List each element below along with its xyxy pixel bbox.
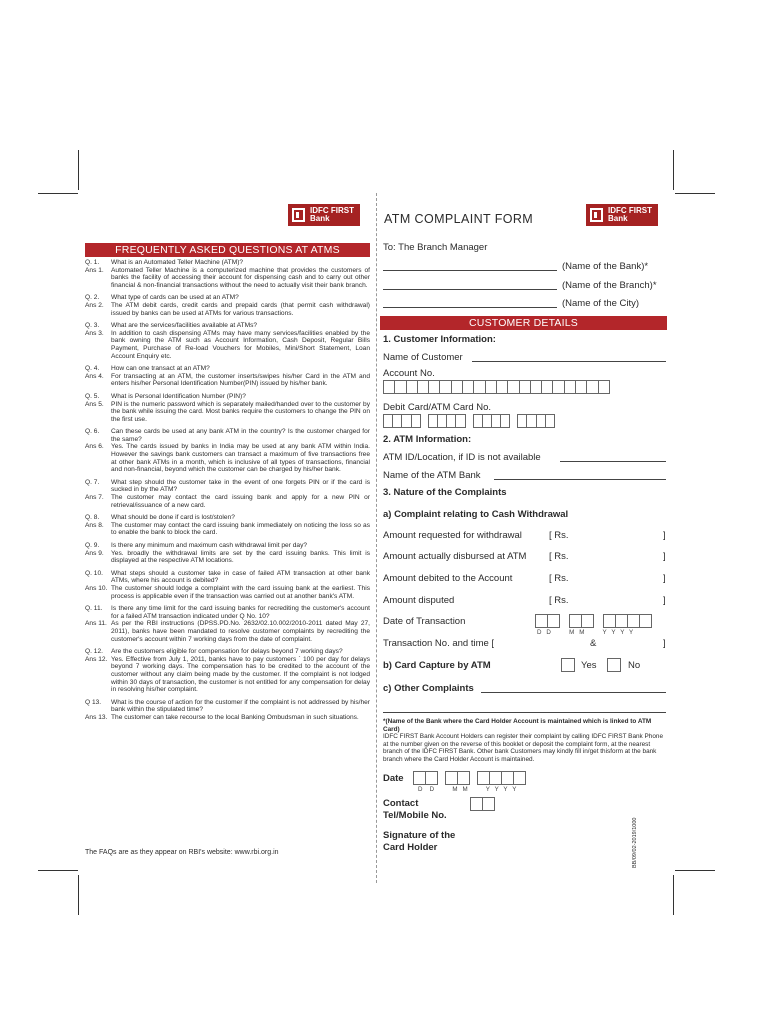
faq-answer-text: In addition to cash dispensing ATMs may have many services/facilities enabled by the bank owning the ATM such as Account Information, Cash Deposit, Regular Bills Payment, Purchase of Re-load Vouchers for Mobiles, Mini/Short Statement, Loan Account Enquiry etc. <box>111 329 370 360</box>
faq-question <box>85 542 370 550</box>
faq-question-number: Q 13. <box>85 698 102 706</box>
faq-header: FREQUENTLY ASKED QUESTIONS AT ATMS <box>85 243 370 257</box>
digit-box[interactable] <box>513 771 526 785</box>
section-card-capture: b) Card Capture by ATM <box>383 660 491 671</box>
faq-answer-number: Ans 4. <box>85 372 104 380</box>
faq-answer-number: Ans 2. <box>85 301 104 309</box>
rs-open: [ Rs. <box>549 573 569 584</box>
rs-close: ] <box>663 551 666 562</box>
faq-answer-number: Ans 10. <box>85 584 108 592</box>
bank-name-label: (Name of the Bank)* <box>562 261 649 272</box>
account-no-boxes[interactable] <box>383 380 609 394</box>
faq-question-text: How can one transact at an ATM? <box>111 365 210 373</box>
faq-answer <box>85 443 370 473</box>
faq-question-number: Q. 4. <box>85 365 100 373</box>
faq-answer-number: Ans 7. <box>85 494 104 502</box>
atm-bank-field[interactable] <box>494 479 666 480</box>
faq-question-text: What steps should a customer take in case of failed ATM transaction at other bank ATMs, where his account is debited? <box>111 569 370 585</box>
atm-id-field[interactable] <box>560 461 666 462</box>
faq-answer <box>85 494 370 509</box>
atm-id-label: ATM ID/Location, if ID is not available <box>383 452 541 463</box>
crop-mark <box>675 870 715 871</box>
faq-answer-text: The customer may contact the card issuing bank and apply for a new PIN or retrieval/issuance of a new card. <box>111 494 370 509</box>
faq-question <box>85 393 370 401</box>
digit-box[interactable] <box>545 414 555 428</box>
rs-close: ] <box>663 595 666 606</box>
faq-answer <box>85 550 370 565</box>
brand-line2: Bank <box>608 214 628 223</box>
branch-name-label: (Name of the Branch)* <box>562 280 657 291</box>
faq-answer-text: As per the RBI instructions (DPSS.PD.No. 2632/02.10.002/2010-2011 dated May 27, 2011), banks have been mandated to resolve customer complaints by recrediting the customer's account within 7 working days from the date of complaint. <box>111 620 370 643</box>
transaction-date-label: Date of Transaction <box>383 616 466 627</box>
customer-name-field[interactable] <box>472 361 666 362</box>
faq-answer <box>85 401 370 424</box>
faq-answer-number: Ans 1. <box>85 266 104 274</box>
faq-answer-text: Automated Teller Machine is a computerized machine that provides the customers of banks the facility of accessing their account for dispensing cash and to carry out other financial & non-financial transactions without the need to actually visit their bank branch. <box>111 266 370 289</box>
faq-question-number: Q. 9. <box>85 542 100 549</box>
faq-answer <box>85 585 370 600</box>
date-format-hint: D D M M Y Y Y Y <box>537 629 634 636</box>
amount-requested-label: Amount requested for withdrawal <box>383 530 522 541</box>
faq-item <box>85 648 370 694</box>
rs-open: [ Rs. <box>549 551 569 562</box>
faq-answer-text: Yes. broadly the withdrawal limits are set by the card issuing banks. This limit is displayed at the respective ATM locations. <box>111 549 370 565</box>
faq-item <box>85 322 370 360</box>
digit-box[interactable] <box>581 614 594 628</box>
faq-answer <box>85 522 370 537</box>
faq-answer-number: Ans 13. <box>85 713 108 721</box>
faq-answer-text: The customer should lodge a complaint with the card issuing bank at the earliest. This process is applicable even if the transaction was carried out at another bank's ATM. <box>111 584 370 600</box>
faq-question-text: What is Personal Identification Number (PIN)? <box>111 392 246 400</box>
faq-footer: The FAQs are as they appear on RBI's website: www.rbi.org.in <box>85 849 279 856</box>
crop-mark <box>673 875 674 915</box>
date-boxes[interactable] <box>413 771 525 785</box>
atm-bank-label: Name of the ATM Bank <box>383 470 481 481</box>
faq-question-text: What should be done if card is lost/stolen? <box>111 514 235 522</box>
faq-answer <box>85 330 370 360</box>
faq-answer-text: PIN is the numeric password which is separately mailed/handed over to the customer by the bank while issuing the card. Most banks require the customers to change the PIN on the first use. <box>111 400 370 423</box>
faq-question <box>85 479 370 494</box>
faq-answer-number: Ans 3. <box>85 329 104 337</box>
faq-question <box>85 699 370 714</box>
faq-item <box>85 365 370 388</box>
digit-box[interactable] <box>425 771 438 785</box>
faq-item <box>85 428 370 474</box>
signature-label: Signature of the Card Holder <box>383 830 456 853</box>
faq-question-number: Q. 1. <box>85 259 100 266</box>
section-customer-info: 1. Customer Information: <box>383 334 496 345</box>
fold-line <box>376 193 377 883</box>
faq-answer <box>85 302 370 317</box>
faq-question-text: What type of cards can be used at an ATM? <box>111 294 239 302</box>
faq-item <box>85 542 370 565</box>
form-code: BB/09/02-2019/1000 <box>632 817 638 868</box>
form-title: ATM COMPLAINT FORM <box>384 212 534 226</box>
card-no-label: Debit Card/ATM Card No. <box>383 402 492 413</box>
bank-footnote-bold: *(Name of the Bank where the Card Holder Account is maintained which is linked to ATM Card) <box>383 718 652 733</box>
faq-answer-number: Ans 12. <box>85 655 108 663</box>
account-no-label: Account No. <box>383 368 435 379</box>
faq-item <box>85 699 370 722</box>
digit-box[interactable] <box>455 414 465 428</box>
digit-box[interactable] <box>547 614 560 628</box>
addressee: To: The Branch Manager <box>383 242 488 253</box>
crop-mark <box>38 193 78 194</box>
faq-question <box>85 322 370 330</box>
faq-question-text: What step should the customer take in the event of one forgets PIN or if the card is sucked in by the ATM? <box>111 478 370 494</box>
faq-question-number: Q. 2. <box>85 294 100 302</box>
faq-question-number: Q. 6. <box>85 428 100 436</box>
rs-close: ] <box>663 530 666 541</box>
amount-disputed-label: Amount disputed <box>383 595 455 606</box>
faq-question-text: Is there any time limit for the card issuing banks for recrediting the customer's account for a failed ATM transaction indicated under Q No. 10? <box>111 605 370 620</box>
faq-answer-text: The customer can take recourse to the local Banking Ombudsman in such situations. <box>111 713 359 721</box>
city-name-label: (Name of the City) <box>562 298 640 309</box>
faq-question-text: Are the customers eligible for compensation for delays beyond 7 working days? <box>111 648 343 656</box>
crop-mark <box>38 870 78 871</box>
yes-checkbox[interactable] <box>561 658 575 672</box>
customer-name-label: Name of Customer <box>383 352 463 363</box>
digit-box[interactable] <box>457 771 470 785</box>
contact-label: Contact Tel/Mobile No. <box>383 798 447 821</box>
amount-debited-label: Amount debited to the Account <box>383 573 513 584</box>
section-nature: 3. Nature of the Complaints <box>383 487 507 498</box>
section-cash-withdrawal: a) Complaint relating to Cash Withdrawal <box>383 509 569 520</box>
faq-answer-number: Ans 9. <box>85 549 104 557</box>
faq-question-number: Q. 11. <box>85 605 103 613</box>
faq-answer-text: The ATM debit cards, credit cards and prepaid cards (that permit cash withdrawal) issued by banks can be used at ATMs for various transactions. <box>111 301 370 317</box>
faq-question-text: Can these cards be used at any bank ATM in the country? Is the customer charged for the same? <box>111 428 370 443</box>
customer-details-header: CUSTOMER DETAILS <box>380 316 667 330</box>
crop-mark <box>675 193 715 194</box>
brand-line1: IDFC FIRST <box>310 206 354 215</box>
faq-question <box>85 428 370 443</box>
brand-line1: IDFC FIRST <box>608 206 652 215</box>
faq-answer-text: Yes. The cards issued by banks in India may be used at any bank ATM within India. However the savings bank customers can transact a maximum of five transactions free at other bank ATMs in a month, which is inclusive of all types of transactions, financial and non-financial, beyond which the customer can be charged by his/her bank. <box>111 443 370 474</box>
faq-question <box>85 259 370 267</box>
digit-box[interactable] <box>482 797 495 811</box>
faq-answer <box>85 714 370 722</box>
rs-open: [ Rs. <box>549 530 569 541</box>
faq-question <box>85 648 370 656</box>
bank-footnote <box>383 718 667 764</box>
contact-boxes[interactable] <box>470 797 494 811</box>
faq-item <box>85 294 370 317</box>
digit-box[interactable] <box>598 380 610 394</box>
bank-footnote-text: IDFC FIRST Bank Account Holders can register their complaint by calling IDFC FIRST Bank Phone at the number given on the reverse of this booklet or deposit the complaint form, at the nearest branch of the IDFC FIRST Bank. Other bank Customers may kindly fill in/get thisform at the bank branch where the Card Holder Account is maintained. <box>383 733 663 763</box>
faq-answer-number: Ans 11. <box>85 620 107 628</box>
digit-box[interactable] <box>639 614 652 628</box>
faq-item <box>85 514 370 537</box>
crop-mark <box>78 150 79 190</box>
no-checkbox[interactable] <box>607 658 621 672</box>
transaction-no-label: Transaction No. and time [ <box>383 638 495 649</box>
other-complaints-field[interactable] <box>481 692 666 693</box>
brand-mark-icon <box>590 208 603 222</box>
faq-question-number: Q. 3. <box>85 322 100 330</box>
faq-question-number: Q. 10. <box>85 569 103 577</box>
bracket-close: ] <box>663 638 666 649</box>
date-hint: D D M M Y Y Y Y <box>418 786 517 793</box>
faq-item <box>85 570 370 600</box>
faq-answer <box>85 373 370 388</box>
ampersand: & <box>590 638 597 649</box>
faq-answer-number: Ans 8. <box>85 521 104 529</box>
other-complaints-field-2[interactable] <box>383 712 666 713</box>
faq-question <box>85 294 370 302</box>
faq-question-number: Q. 7. <box>85 478 100 486</box>
yes-label: Yes <box>581 660 597 671</box>
brand-logo <box>288 204 360 226</box>
faq-question-text: Is there any minimum and maximum cash withdrawal limit per day? <box>111 542 308 549</box>
transaction-date-boxes[interactable] <box>535 614 651 628</box>
rs-open: [ Rs. <box>549 595 569 606</box>
faq-answer-text: Yes. Effective from July 1, 2011, banks have to pay customers ` 100 per day for delays beyond 7 working days. The compensation has to be credited to the account of the customer without any claim being made by the customer. If the complaint is not lodged within 30 days of transaction, the customer is not entitled for any compensation for delay in resolving his/her complaint. <box>111 655 370 694</box>
faq-answer-number: Ans 6. <box>85 443 104 451</box>
crop-mark <box>673 150 674 190</box>
section-atm-info: 2. ATM Information: <box>383 434 472 445</box>
faq-item <box>85 605 370 643</box>
faq-question-text: What are the services/facilities available at ATMs? <box>111 322 258 330</box>
faq-item <box>85 393 370 423</box>
faq-answer <box>85 267 370 290</box>
faq-answer <box>85 620 370 643</box>
bank-name-field[interactable] <box>383 270 557 271</box>
faq-question-number: Q. 12. <box>85 648 103 656</box>
date-label: Date <box>383 773 404 784</box>
faq-item <box>85 479 370 509</box>
faq-question-number: Q. 5. <box>85 392 100 400</box>
city-name-field[interactable] <box>383 307 557 308</box>
branch-name-field[interactable] <box>383 289 557 290</box>
amount-disbursed-label: Amount actually disbursed at ATM <box>383 551 527 562</box>
faq-question <box>85 570 370 585</box>
faq-answer <box>85 656 370 694</box>
brand-mark-icon <box>292 208 305 222</box>
faq-question <box>85 514 370 522</box>
faq-question <box>85 365 370 373</box>
faq-answer-text: The customer may contact the card issuing bank immediately on noticing the loss so as to enable the bank to block the card. <box>111 521 370 537</box>
card-no-boxes[interactable] <box>383 414 554 428</box>
faq-item <box>85 259 370 289</box>
brand-logo <box>586 204 658 226</box>
faq-question-text: What is the course of action for the customer if the complaint is not addressed by his/her bank within the stipulated time? <box>111 698 370 714</box>
digit-box[interactable] <box>411 414 421 428</box>
faq-question <box>85 605 370 620</box>
crop-mark <box>78 875 79 915</box>
faq-question-text: What is an Automated Teller Machine (ATM)? <box>111 259 244 266</box>
section-other-complaints: c) Other Complaints <box>383 683 474 694</box>
no-label: No <box>628 660 641 671</box>
rs-close: ] <box>663 573 666 584</box>
faq-list <box>85 259 370 726</box>
faq-answer-number: Ans 5. <box>85 400 104 408</box>
brand-line2: Bank <box>310 214 330 223</box>
digit-box[interactable] <box>500 414 510 428</box>
faq-answer-text: For transacting at an ATM, the customer inserts/swipes his/her Card in the ATM and enters his/her Personal Identification Number(PIN) issued by his/her bank. <box>111 372 370 388</box>
faq-question-number: Q. 8. <box>85 514 100 522</box>
